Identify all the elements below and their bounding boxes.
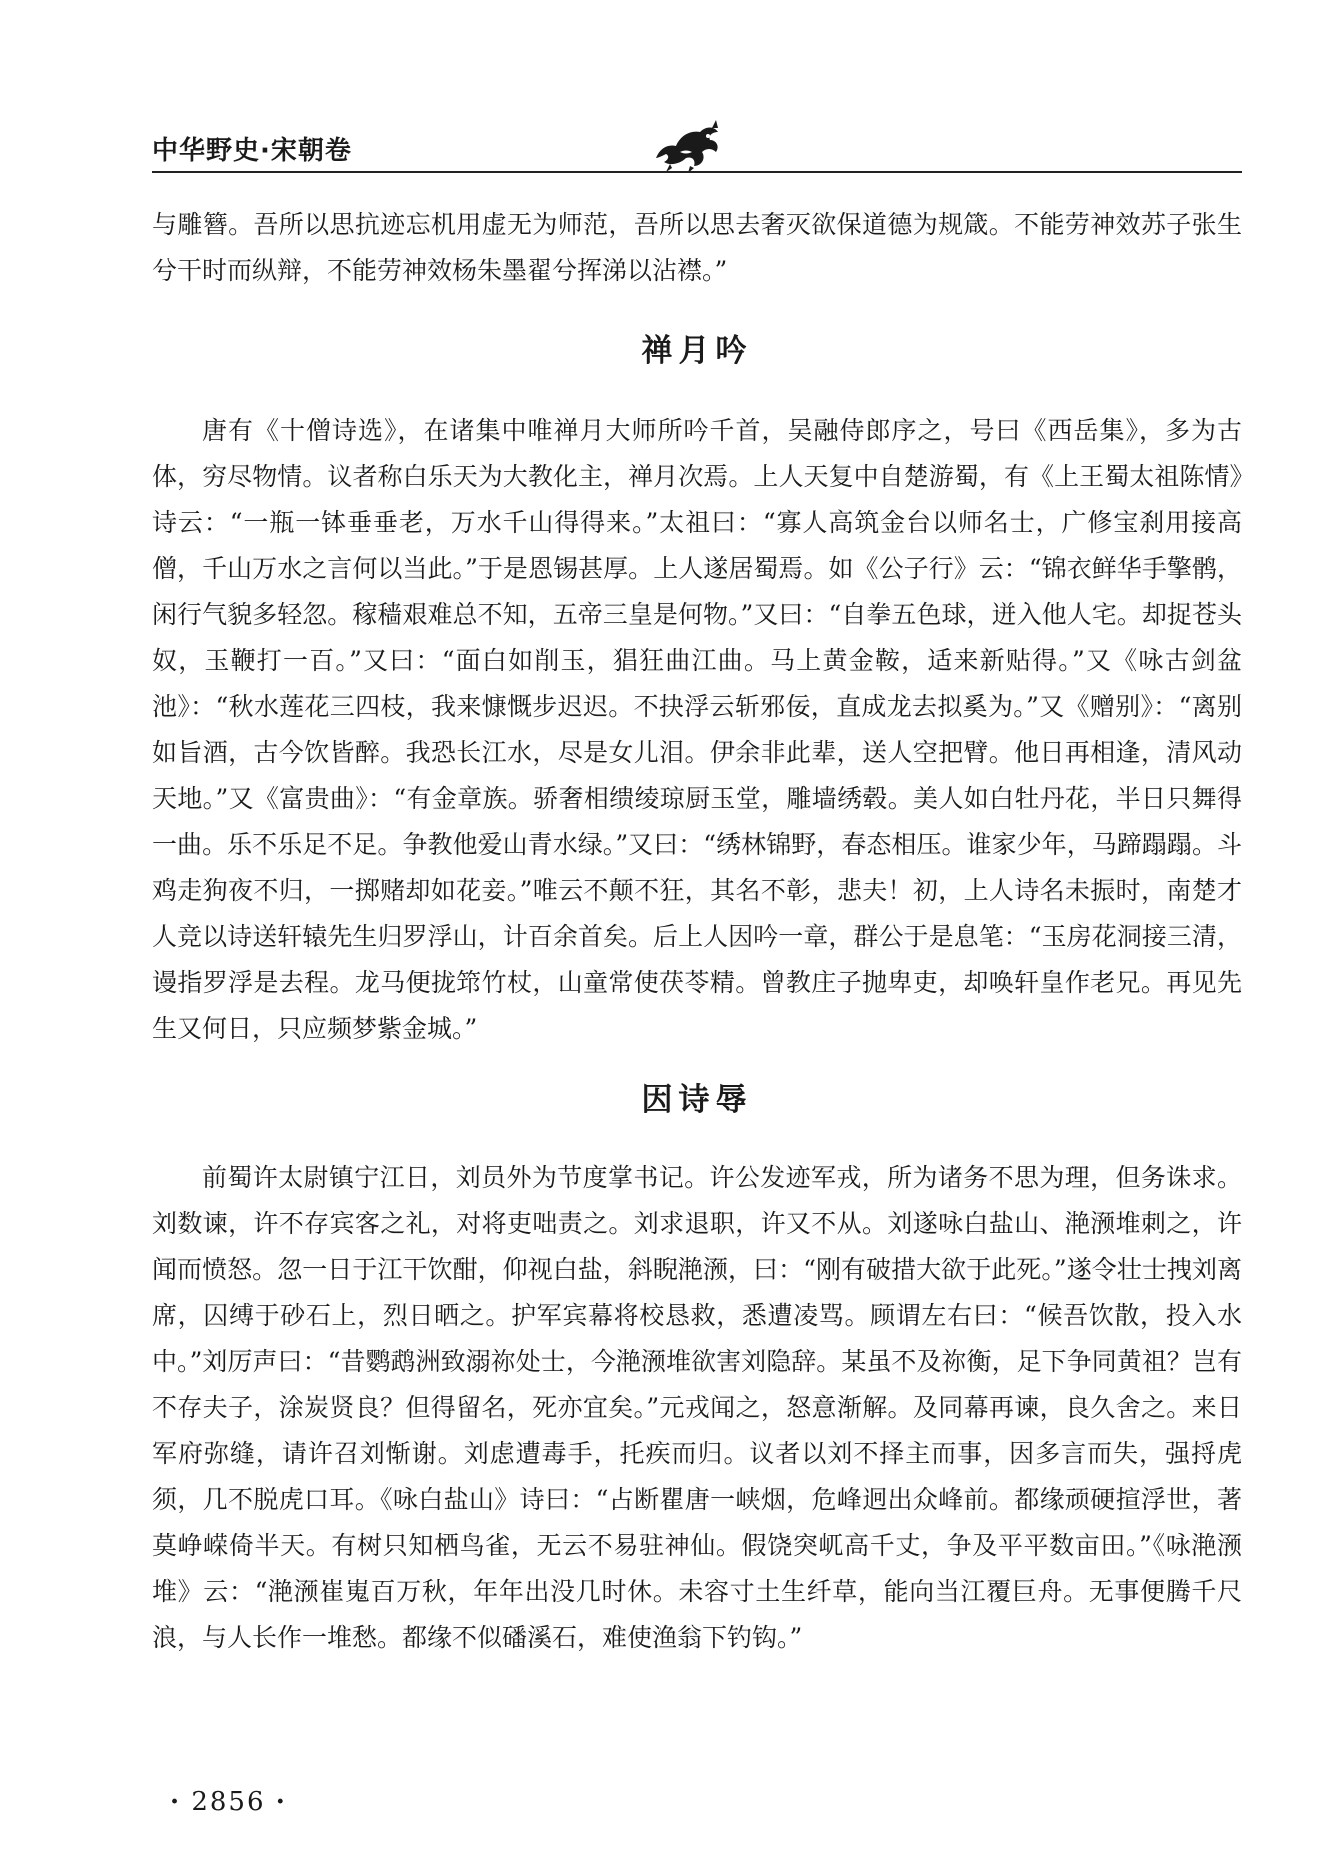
dragon-icon <box>650 118 724 174</box>
running-head <box>152 128 1242 168</box>
section-paragraph: 前蜀许太尉镇宁江日，刘员外为节度掌书记。许公发迹军戎，所为诸务不思为理，但务诛求。刘数谏，许不存宾客之礼，对将吏咄责之。刘求退职，许又不从。刘遂咏白盐山、滟滪堆刺之，许闻而愤怒。忽一日于江干饮酣，仰视白盐，斜睨滟滪，曰：“刚有破措大欲于此死。”遂令壮士拽刘离席，囚缚于砂石上，烈日晒之。护军宾幕将校恳救，悉遭凌骂。顾谓左右曰：“候吾饮散，投入水中。”刘厉声曰：“昔鹦鹉洲致溺祢处士，今滟滪堆欲害刘隐辞。某虽不及祢衡，足下争同黄祖？岂有不存夫子，涂炭贤良？但得留名，死亦宜矣。”元戎闻之，怒意渐解。及同幕再谏，良久舍之。来日军府弥缝，请许召刘惭谢。刘虑遭毒手，托疾而归。议者以刘不择主而事，因多言而失，强捋虎须，几不脱虎口耳。《咏白盐山》诗曰：“占断瞿唐一峡烟，危峰迥出众峰前。都缘顽硬揎浮世，著莫峥嵘倚半天。有树只知栖鸟雀，无云不易驻神仙。假饶突屼高千丈，争及平平数亩田。”《咏滟滪堆》云：“滟滪崔嵬百万秋，年年出没几时休。未容寸土生纤草，能向当江覆巨舟。无事便腾千尺浪，与人长作一堆愁。都缘不似磻溪石，难使渔翁下钓钩。” <box>152 1163 1242 1652</box>
section-title: 因诗辱 <box>641 1082 753 1118</box>
section-title: 禅月吟 <box>641 333 753 369</box>
header-rule <box>152 171 1242 173</box>
continuation-paragraph: 与雕簪。吾所以思抗迹忘机用虚无为师范，吾所以思去奢灭欲保道德为规箴。不能劳神效苏子张生兮干时而纵辩，不能劳神效杨朱墨翟兮挥涕以沾襟。” <box>152 210 1242 285</box>
page-number: 2856 <box>191 1787 266 1817</box>
running-title: 中华野史·宋朝卷 <box>152 136 352 166</box>
section-paragraph: 唐有《十僧诗选》，在诸集中唯禅月大师所吟千首，吴融侍郎序之，号曰《西岳集》，多为古体，穷尽物情。议者称白乐天为大教化主，禅月次焉。上人天复中自楚游蜀，有《上王蜀太祖陈情》诗云：“一瓶一钵垂垂老，万水千山得得来。”太祖曰：“寡人高筑金台以师名士，广修宝刹用接高僧，千山万水之言何以当此。”于是恩锡甚厚。上人遂居蜀焉。如《公子行》云：“锦衣鲜华手擎鹘，闲行气貌多轻忽。稼穑艰难总不知，五帝三皇是何物。”又曰：“自拳五色球，迸入他人宅。却捉苍头奴，玉鞭打一百。”又曰：“面白如削玉，猖狂曲江曲。马上黄金鞍，适来新贴得。”又《咏古剑盆池》：“秋水莲花三四枝，我来慷慨步迟迟。不抉浮云斩邪佞，直成龙去拟奚为。”又《赠别》：“离别如旨酒，古今饮皆醉。我恐长江水，尽是女儿泪。伊余非此辈，送人空把臂。他日再相逢，清风动天地。”又《富贵曲》：“有金章族。骄奢相缋绫琼厨玉堂，雕墙绣毂。美人如白牡丹花，半日只舞得一曲。乐不乐足不足。争教他爱山青水绿。”又曰：“绣林锦野，春态相压。谁家少年，马蹄蹋蹋。斗鸡走狗夜不归，一掷赌却如花妾。”唯云不颠不狂，其名不彰，悲夫！初，上人诗名未振时，南楚才人竞以诗送轩辕先生归罗浮山，计百余首矣。后上人因吟一章，群公于是息笔：“玉房花洞接三清，谩指罗浮是去程。龙马便拢筇竹杖，山童常使茯苓精。曾教庄子抛卑吏，却唤轩皇作老兄。再见先生又何日，只应频梦紫金城。” <box>152 416 1242 1043</box>
page-number-footer: · 2856 · <box>170 1787 287 1817</box>
